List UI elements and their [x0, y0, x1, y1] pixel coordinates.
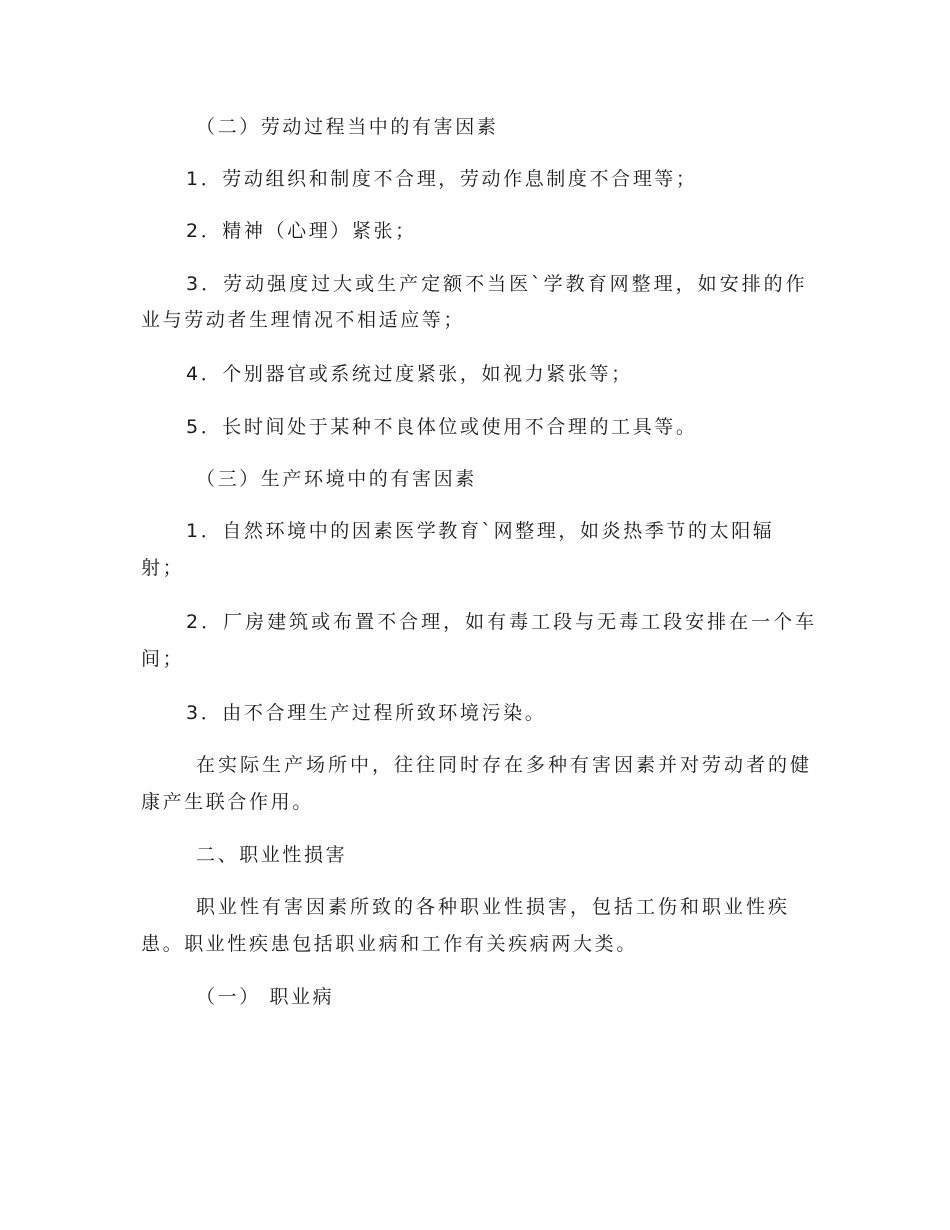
list-item: 3．由不合理生产过程所致环境污染。: [186, 702, 547, 724]
section-heading-occupational-damage: 二、职业性损害: [196, 844, 348, 866]
list-item: 5．长时间处于某种不良体位或使用不合理的工具等。: [186, 416, 698, 438]
list-item-continuation: 射；: [141, 557, 185, 579]
list-item: 2．精神（心理）紧张；: [186, 220, 417, 242]
heading-occupational-disease: （一） 职业病: [196, 986, 335, 1008]
list-item: 3．劳动强度过大或生产定额不当医`学教育网整理，如安排的作: [186, 273, 808, 295]
list-item-continuation: 间；: [141, 648, 185, 670]
paragraph-line: 康产生联合作用。: [141, 791, 314, 813]
paragraph-line: 在实际生产场所中，往往同时存在多种有害因素并对劳动者的健: [196, 754, 813, 776]
list-item-continuation: 业与劳动者生理情况不相适应等；: [141, 309, 466, 331]
paragraph-line: 职业性有害因素所致的各种职业性损害，包括工伤和职业性疾: [196, 896, 791, 918]
list-item: 4．个别器官或系统过度紧张，如视力紧张等；: [186, 363, 633, 385]
heading-production-environment: （三）生产环境中的有害因素: [196, 468, 477, 490]
heading-labor-process: （二）劳动过程当中的有害因素: [196, 116, 499, 138]
list-item: 1．劳动组织和制度不合理，劳动作息制度不合理等；: [186, 168, 698, 190]
paragraph-line: 患。职业性疾患包括职业病和工作有关疾病两大类。: [141, 933, 638, 955]
list-item: 1．自然环境中的因素医学教育`网整理，如炎热季节的太阳辐: [186, 520, 775, 542]
list-item: 2．厂房建筑或布置不合理，如有毒工段与无毒工段安排在一个车: [186, 611, 818, 633]
